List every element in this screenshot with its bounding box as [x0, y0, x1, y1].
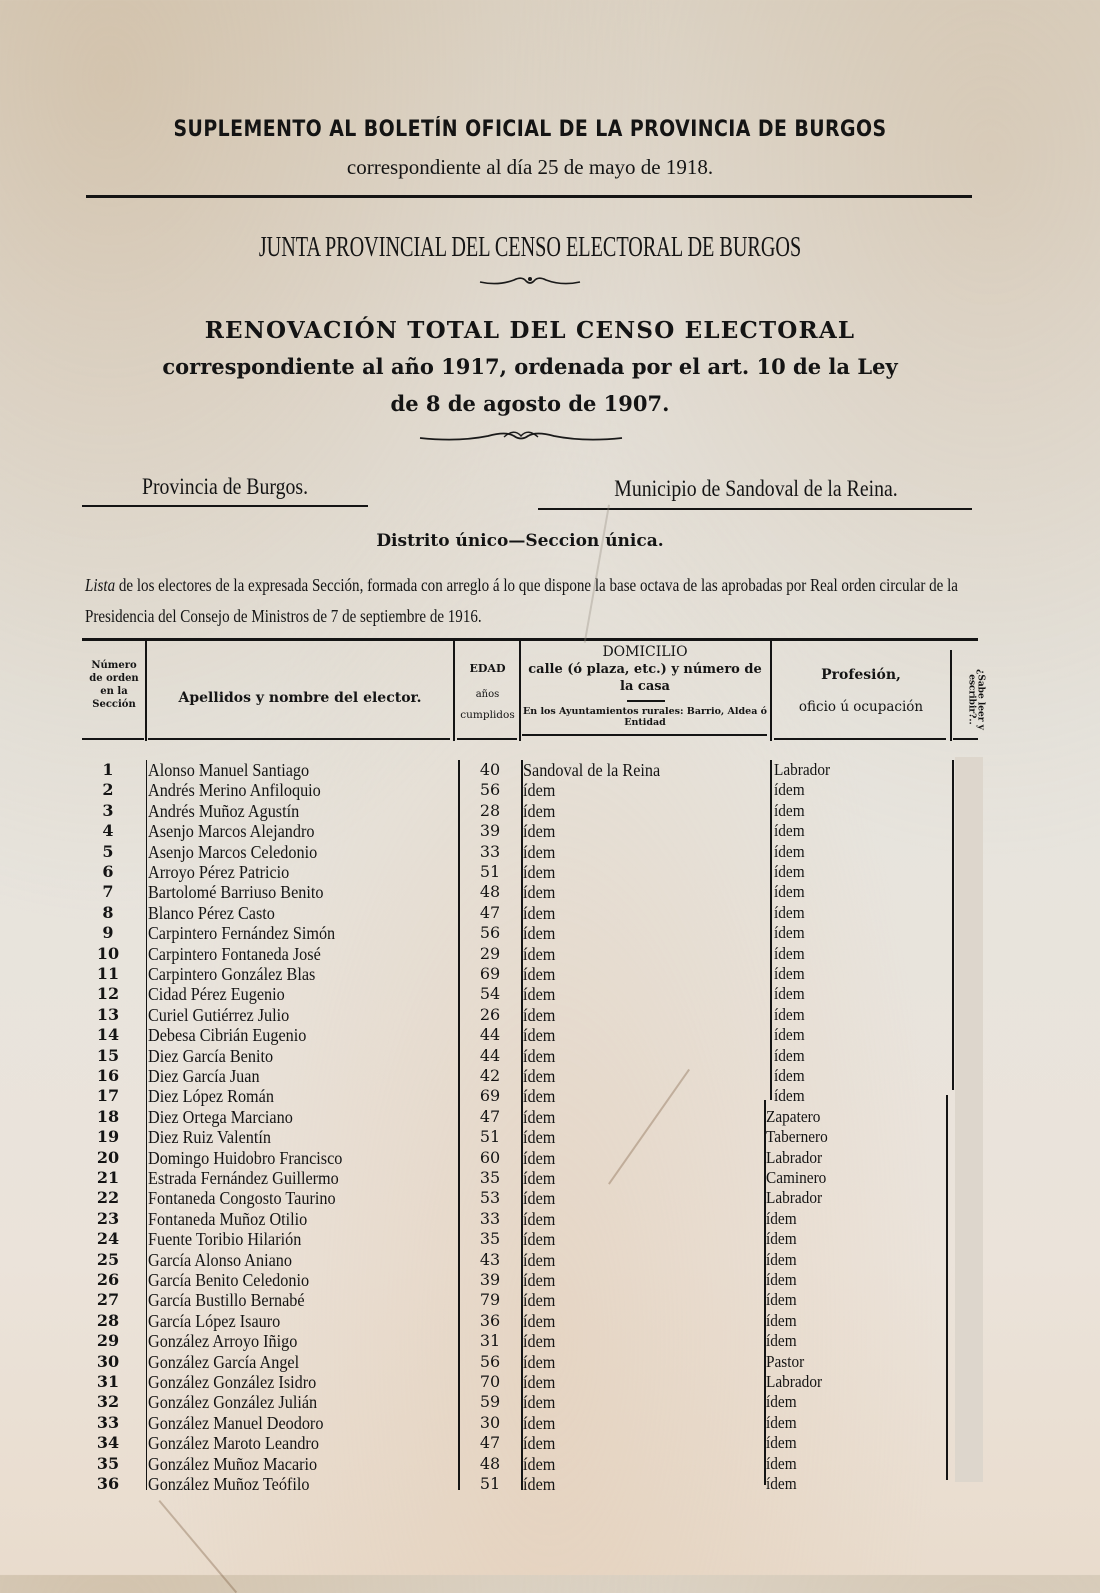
elector-age: 36: [479, 1310, 501, 1330]
header-bottom-rule-4: [522, 734, 767, 736]
elector-number: 18: [96, 1106, 120, 1126]
elector-name: González González Isidro: [148, 1372, 317, 1392]
header-rule: [86, 195, 972, 198]
elector-name: García Benito Celedonio: [148, 1270, 310, 1290]
elector-domicile: ídem: [523, 1025, 556, 1046]
header-literate: ¿Sabe leer y escribir?..: [966, 669, 986, 730]
table-row: [0, 1250, 1100, 1270]
elector-name: González González Julián: [148, 1392, 318, 1413]
supplement-date: correspondiente al día 25 de mayo de 1918.: [346, 155, 714, 179]
elector-age: 44: [479, 1045, 501, 1065]
elector-profession: ídem: [774, 964, 805, 983]
elector-profession: ídem: [766, 1474, 797, 1493]
header-age-years: años: [475, 689, 500, 700]
table-row: [0, 1107, 1100, 1127]
elector-profession: ídem: [766, 1310, 797, 1330]
elector-name: González Arroyo Iñigo: [148, 1331, 298, 1352]
elector-age: 60: [479, 1147, 501, 1167]
elector-number: 34: [96, 1433, 120, 1453]
elector-domicile: ídem: [523, 1372, 556, 1392]
table-row: [0, 1025, 1100, 1045]
elector-profession: ídem: [774, 923, 805, 943]
elector-profession: ídem: [766, 1453, 797, 1473]
elector-age: 48: [479, 1453, 501, 1473]
table-row: [0, 1311, 1100, 1331]
elector-profession: Labrador: [766, 1147, 823, 1167]
col-divider-4: [770, 641, 772, 741]
table-row: [0, 842, 1100, 862]
table-row: [0, 760, 1100, 780]
elector-number: 25: [96, 1249, 120, 1269]
elector-name: Fuente Toribio Hilarión: [148, 1229, 302, 1250]
elector-name: Fontaneda Congosto Taurino: [148, 1188, 336, 1209]
elector-number: 36: [96, 1474, 120, 1493]
elector-age: 35: [479, 1168, 501, 1187]
table-row: [0, 801, 1100, 821]
header-number: Número de orden en la Sección: [89, 660, 139, 710]
table-row: [0, 923, 1100, 943]
table-row: [0, 780, 1100, 800]
elector-age: 51: [479, 1474, 501, 1493]
elector-age: 79: [479, 1290, 501, 1310]
header-bottom-rule-1: [82, 738, 144, 740]
elector-number: 28: [96, 1310, 120, 1330]
elector-profession: ídem: [774, 780, 805, 800]
elector-profession: Labrador: [766, 1188, 823, 1208]
list-intro-text: de los electores de la expresada Sección, formada con arreglo á lo que dispone la base octava de las aprobadas por Real orden circular de la Presidencia del Consejo de Ministros de 7 de septiembre de 1916.: [85, 575, 958, 626]
elector-age: 42: [479, 1066, 501, 1085]
elector-domicile: ídem: [523, 1433, 556, 1454]
elector-domicile: ídem: [523, 882, 556, 903]
elector-number: 14: [96, 1025, 120, 1045]
elector-profession: ídem: [774, 984, 805, 1004]
elector-age: 69: [479, 964, 501, 983]
elector-name: García Alonso Aniano: [148, 1249, 292, 1270]
elector-domicile: ídem: [523, 1147, 556, 1168]
elector-name: Asenjo Marcos Celedonio: [148, 841, 318, 862]
elector-number: 29: [96, 1331, 120, 1351]
elector-name: Carpintero González Blas: [148, 964, 316, 984]
elector-age: 40: [479, 760, 501, 779]
elector-number: 12: [96, 984, 120, 1004]
elector-profession: Pastor: [766, 1351, 805, 1371]
elector-profession: Labrador: [774, 760, 831, 779]
header-name: Apellidos y nombre del elector.: [178, 690, 422, 706]
elector-age: 53: [479, 1188, 501, 1208]
table-row: [0, 1352, 1100, 1372]
table-row: [0, 821, 1100, 841]
elector-name: Bartolomé Barriuso Benito: [148, 882, 324, 903]
elector-domicile: ídem: [523, 1208, 556, 1229]
elector-number: 26: [96, 1270, 120, 1289]
elector-name: González García Angel: [148, 1351, 300, 1372]
elector-name: Diez García Benito: [148, 1045, 274, 1066]
elector-age: 28: [479, 800, 501, 820]
list-intro-lead: Lista: [85, 575, 116, 595]
elector-age: 33: [479, 1208, 501, 1228]
domicile-header-short-rule: [627, 700, 665, 702]
elector-domicile: ídem: [523, 984, 556, 1005]
elector-profession: ídem: [766, 1249, 797, 1269]
table-row: [0, 903, 1100, 923]
elector-domicile: ídem: [523, 780, 556, 801]
elector-age: 70: [479, 1372, 501, 1391]
elector-domicile: ídem: [523, 964, 556, 984]
elector-age: 47: [479, 1433, 501, 1453]
elector-age: 43: [479, 1249, 501, 1269]
elector-name: Carpintero Fernández Simón: [148, 923, 336, 944]
elector-age: 69: [479, 1086, 501, 1106]
elector-age: 54: [479, 984, 501, 1004]
elector-name: González Manuel Deodoro: [148, 1412, 324, 1433]
province-underline: [82, 505, 368, 507]
elector-domicile: ídem: [523, 902, 556, 923]
header-domicile: DOMICILIO: [602, 644, 688, 660]
elector-domicile: ídem: [523, 821, 556, 842]
elector-domicile: ídem: [523, 1310, 556, 1331]
table-row: [0, 882, 1100, 902]
elector-domicile: ídem: [523, 1004, 556, 1025]
elector-number: 23: [96, 1208, 120, 1228]
elector-profession: ídem: [766, 1229, 797, 1249]
table-row: [0, 1046, 1100, 1066]
elector-name: Carpintero Fontaneda José: [148, 943, 321, 964]
list-intro-paragraph: [85, 570, 984, 632]
table-row: [0, 1086, 1100, 1106]
elector-age: 33: [479, 841, 501, 861]
elector-age: 26: [479, 1004, 501, 1024]
elector-domicile: ídem: [523, 1453, 556, 1474]
elector-name: Debesa Cibrián Eugenio: [148, 1025, 307, 1046]
district-label: Distrito único—Seccion única.: [376, 531, 664, 551]
table-row: [0, 1372, 1100, 1392]
elector-number: 22: [96, 1188, 120, 1208]
paper-crease: [159, 1500, 237, 1593]
elector-name: González Muñoz Macario: [148, 1453, 318, 1474]
renovacion-subtitle-line-1: correspondiente al año 1917, ordenada por el art. 10 de la Ley: [162, 354, 898, 379]
elector-number: 32: [96, 1392, 120, 1412]
elector-name: Fontaneda Muñoz Otilio: [148, 1208, 308, 1229]
elector-profession: ídem: [766, 1412, 797, 1432]
elector-profession: ídem: [766, 1331, 797, 1351]
elector-profession: Tabernero: [766, 1127, 828, 1147]
elector-number: 30: [96, 1351, 120, 1371]
header-age: EDAD: [469, 662, 506, 675]
municipality-underline: [538, 508, 972, 510]
elector-number: 16: [96, 1066, 120, 1085]
elector-name: Diez Ortega Marciano: [148, 1106, 293, 1127]
elector-number: 4: [102, 821, 114, 841]
header-bottom-rule-5: [774, 738, 946, 740]
elector-domicile: ídem: [523, 841, 556, 862]
elector-profession: ídem: [774, 882, 805, 902]
header-profession: Profesión,: [821, 667, 901, 683]
elector-age: 39: [479, 821, 501, 841]
elector-number: 21: [96, 1168, 120, 1187]
elector-age: 29: [479, 943, 501, 963]
elector-number: 35: [96, 1453, 120, 1473]
elector-number: 33: [96, 1412, 120, 1432]
table-row: [0, 1209, 1100, 1229]
elector-profession: ídem: [774, 800, 805, 820]
elector-name: García López Isauro: [148, 1310, 281, 1331]
elector-name: Andrés Muñoz Agustín: [148, 800, 300, 821]
elector-age: 51: [479, 1127, 501, 1147]
elector-domicile: ídem: [523, 1086, 556, 1107]
elector-domicile: ídem: [523, 1290, 556, 1311]
header-domicile-rural: En los Ayuntamientos rurales: Barrio, Aldea ó Entidad: [522, 706, 768, 729]
elector-profession: Zapatero: [766, 1106, 821, 1126]
elector-domicile: ídem: [523, 1188, 556, 1209]
elector-number: 13: [96, 1004, 120, 1024]
elector-domicile: ídem: [523, 1412, 556, 1433]
elector-age: 30: [479, 1412, 501, 1432]
elector-age: 44: [479, 1025, 501, 1045]
elector-domicile: ídem: [523, 1168, 556, 1188]
elector-domicile: ídem: [523, 1249, 556, 1270]
table-row: [0, 944, 1100, 964]
col-divider-5: [950, 650, 952, 741]
elector-profession: ídem: [774, 821, 805, 841]
elector-age: 48: [479, 882, 501, 902]
table-row: [0, 1454, 1100, 1474]
elector-domicile: ídem: [523, 943, 556, 964]
table-row: [0, 1066, 1100, 1086]
elector-number: 19: [96, 1127, 120, 1147]
elector-name: Diez García Juan: [148, 1066, 260, 1086]
elector-number: 6: [102, 862, 114, 881]
elector-profession: ídem: [766, 1433, 797, 1453]
elector-age: 56: [479, 1351, 501, 1371]
elector-number: 10: [96, 943, 120, 963]
elector-name: Arroyo Pérez Patricio: [148, 862, 290, 882]
elector-domicile: ídem: [523, 1106, 556, 1127]
elector-name: Domingo Huidobro Francisco: [148, 1147, 343, 1168]
elector-age: 35: [479, 1229, 501, 1249]
elector-name: García Bustillo Bernabé: [148, 1290, 305, 1311]
province-label: Provincia de Burgos.: [141, 474, 309, 499]
elector-name: Curiel Gutiérrez Julio: [148, 1004, 290, 1025]
elector-domicile: ídem: [523, 1331, 556, 1352]
elector-profession: ídem: [774, 1045, 805, 1065]
elector-domicile: ídem: [523, 1229, 556, 1250]
elector-age: 31: [479, 1331, 501, 1351]
elector-domicile: ídem: [523, 1270, 556, 1290]
elector-domicile: ídem: [523, 1045, 556, 1066]
elector-number: 1: [102, 760, 114, 779]
table-top-rule: [82, 638, 978, 641]
flourish-ornament-2: [418, 428, 624, 444]
table-row: [0, 1229, 1100, 1249]
header-domicile-street: calle (ó plaza, etc.) y número de la casa: [528, 662, 762, 694]
table-row: [0, 1413, 1100, 1433]
table-row: [0, 984, 1100, 1004]
elector-number: 2: [102, 780, 114, 800]
renovacion-subtitle-line-2: de 8 de agosto de 1907.: [390, 391, 670, 416]
elector-domicile: ídem: [523, 1392, 556, 1413]
header-age-completed: cumplidos: [460, 709, 515, 721]
elector-number: 20: [96, 1147, 120, 1167]
elector-number: 27: [96, 1290, 120, 1310]
table-row: [0, 1331, 1100, 1351]
elector-name: Blanco Pérez Casto: [148, 902, 275, 923]
header-bottom-rule-3: [457, 738, 517, 740]
table-row: [0, 1005, 1100, 1025]
table-row: [0, 1290, 1100, 1310]
elector-number: 31: [96, 1372, 120, 1391]
elector-number: 5: [102, 841, 114, 861]
municipality-label: Municipio de Sandoval de la Reina.: [614, 476, 898, 501]
elector-profession: ídem: [774, 1086, 805, 1106]
elector-profession: ídem: [766, 1290, 797, 1310]
elector-name: Estrada Fernández Guillermo: [148, 1168, 339, 1188]
table-row: [0, 1392, 1100, 1412]
elector-name: Cidad Pérez Eugenio: [148, 984, 285, 1005]
supplement-title: SUPLEMENTO AL BOLETÍN OFICIAL DE LA PROVINCIA DE BURGOS: [173, 117, 887, 142]
elector-profession: Labrador: [766, 1372, 823, 1391]
elector-profession: ídem: [774, 1004, 805, 1024]
renovacion-title: RENOVACIÓN TOTAL DEL CENSO ELECTORAL: [204, 317, 856, 344]
elector-profession: ídem: [774, 943, 805, 963]
elector-domicile: ídem: [523, 1066, 556, 1086]
elector-name: Andrés Merino Anfiloquio: [148, 780, 321, 801]
elector-profession: Caminero: [766, 1168, 827, 1187]
elector-name: Diez López Román: [148, 1086, 274, 1107]
elector-domicile: Sandoval de la Reina: [523, 760, 661, 780]
elector-number: 24: [96, 1229, 120, 1249]
elector-profession: ídem: [774, 1066, 805, 1085]
junta-title: JUNTA PROVINCIAL DEL CENSO ELECTORAL DE BURGOS: [258, 232, 802, 263]
elector-number: 3: [102, 800, 114, 820]
elector-domicile: ídem: [523, 800, 556, 821]
elector-name: González Maroto Leandro: [148, 1433, 319, 1454]
elector-profession: ídem: [774, 902, 805, 922]
elector-age: 59: [479, 1392, 501, 1412]
elector-name: González Muñoz Teófilo: [148, 1474, 310, 1494]
table-row: [0, 862, 1100, 882]
elector-name: Diez Ruiz Valentín: [148, 1127, 271, 1148]
table-row: [0, 964, 1100, 984]
table-row: [0, 1270, 1100, 1290]
elector-domicile: ídem: [523, 1474, 556, 1494]
elector-profession: ídem: [766, 1270, 797, 1289]
elector-profession: ídem: [766, 1208, 797, 1228]
elector-age: 47: [479, 1106, 501, 1126]
elector-age: 56: [479, 780, 501, 800]
flourish-ornament-1: [478, 274, 582, 288]
elector-domicile: ídem: [523, 1127, 556, 1148]
elector-age: 39: [479, 1270, 501, 1289]
elector-name: Asenjo Marcos Alejandro: [148, 821, 315, 842]
table-row: [0, 1188, 1100, 1208]
elector-domicile: ídem: [523, 862, 556, 882]
elector-profession: ídem: [774, 1025, 805, 1045]
elector-number: 8: [102, 902, 114, 922]
elector-number: 11: [96, 964, 120, 983]
elector-age: 47: [479, 902, 501, 922]
table-row: [0, 1433, 1100, 1453]
elector-profession: ídem: [774, 841, 805, 861]
elector-number: 9: [102, 923, 114, 943]
table-row: [0, 1168, 1100, 1188]
header-occupation: oficio ú ocupación: [798, 699, 924, 715]
table-row: [0, 1127, 1100, 1147]
elector-number: 15: [96, 1045, 120, 1065]
elector-number: 17: [96, 1086, 120, 1106]
col-divider-1: [145, 641, 147, 741]
elector-domicile: ídem: [523, 1351, 556, 1372]
elector-number: 7: [102, 882, 114, 902]
header-bottom-rule-2: [148, 738, 450, 740]
elector-domicile: ídem: [523, 923, 556, 944]
elector-name: Alonso Manuel Santiago: [148, 760, 310, 780]
table-row: [0, 1148, 1100, 1168]
elector-age: 56: [479, 923, 501, 943]
table-row: [0, 1474, 1100, 1494]
elector-profession: ídem: [774, 862, 805, 881]
elector-age: 51: [479, 862, 501, 881]
elector-profession: ídem: [766, 1392, 797, 1412]
